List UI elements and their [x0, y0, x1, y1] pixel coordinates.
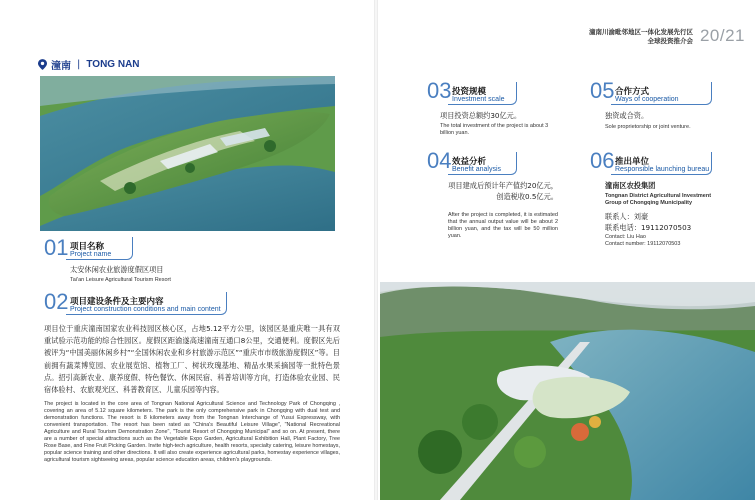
section-06-title-cn: 推出单位: [615, 157, 650, 167]
section-02-title-en: Project construction conditions and main content: [70, 306, 221, 313]
section-05-title-cn: 合作方式: [615, 87, 650, 97]
section-05-number: 05: [590, 78, 615, 103]
page-number: 20/21: [699, 26, 745, 45]
section-03-number: 03: [427, 78, 452, 103]
location-en: TONG NAN: [86, 59, 140, 70]
section-03-title-cn: 投资规模: [452, 87, 487, 97]
section-02-number: 02: [44, 289, 69, 314]
project-name-cn: 太安休闲农业旅游度假区项目: [70, 265, 164, 274]
section-04-title-en: Benefit analysis: [452, 166, 502, 173]
contact-person-cn: 联系人：刘豪: [605, 212, 649, 221]
location-cn: 潼南: [51, 61, 71, 72]
location-separator: |: [77, 59, 81, 70]
location-tag: [38, 57, 140, 72]
section-01-number: 01: [44, 235, 69, 260]
section-02-title-cn: 项目建设条件及主要内容: [70, 297, 164, 307]
section-06-title-en: Responsible launching bureau: [615, 166, 710, 173]
section-04-title-cn: 效益分析: [452, 157, 487, 167]
section-06-number: 06: [590, 148, 615, 173]
section-05-title-en: Ways of cooperation: [615, 96, 679, 103]
header-line1: 潼南川渝毗邻地区一体化发展先行区: [589, 28, 693, 36]
cooperation-value-en: Sole proprietorship or joint venture.: [605, 124, 691, 130]
section-01-title-en: Project name: [70, 251, 112, 258]
section-01-title-cn: 项目名称: [70, 242, 105, 252]
header-title: [589, 28, 693, 46]
construction-body-cn: 项目位于重庆潼南国家农业科技园区核心区，占地5.12平方公里，该园区是重庆唯一具有双重试验示范功能的综合性园区。度假区距渝遂高速潼南互通口8公里，交通便利。度假区先后被评为“中国美丽休闲乡村”“全国休闲农业和乡村旅游示范区”“重庆市市级旅游度假区”等。目前拥有蔬菜博览园、农业展览馆、植物工厂、树状玫瑰基地、精品水果采摘园等一批特色景点。招引高新农业、康养度假、特色餐饮、休闲民宿、科普培训等方向，打造体验农业园、民宿体验村、农旅观光区、科普教育区、儿童乐园等内容。: [44, 324, 340, 395]
cooperation-value-cn: 独资或合资。: [605, 111, 649, 120]
section-04-number: 04: [427, 148, 452, 173]
contact-phone-en: Contact number: 19112070503: [605, 241, 681, 247]
aerial-photo-resort: [380, 282, 755, 500]
location-pin-icon: [38, 59, 47, 70]
investment-value-cn: 项目投资总额约30亿元。: [440, 111, 522, 120]
page-gutter: [374, 0, 378, 500]
launching-org-cn: 潼南区农投集团: [605, 181, 656, 190]
benefit-value-cn: 项目建成后预计年产值约20亿元，创造税收0.5亿元。: [448, 181, 558, 201]
header-line2: 全球投资推介会: [647, 37, 693, 45]
construction-body-en: The project is located in the core area of Tongnan National Agricultural Science and Technology Park of Chongqing , covering an area of 5.12 square kilometers. The park is the only comprehensive park in Chongqing with dual test and demonstration functions. The resort is 8 kilometers away from the Tongnan Interchange of Yusui Expressway, with convenient transportation. The resort has been rated as "China's Beautiful Leisure Village", "National Recreational Agriculture and Rural Tourism Demonstration Zone", "Tourist Resort of Chongqing Municipal" and so on. At present, there are a number of special attractions such as the Vegetable Expo Garden, Agricultural Exhibition Hall, Plant Factory, Tree Rose Base, and Fine Fruit Picking Garden. Invite high-tech agriculture, health resorts, specialty catering, leisure homestays, popular science training and other directions. It will also create experience agricultural parks, homestay experience villages, agricultural tourism sightseeing areas, popular science education areas, children's playgrounds.: [44, 401, 340, 463]
project-name-en: Tai'an Leisure Agricultural Tourism Resort: [70, 277, 171, 283]
investment-value-en: The total investment of the project is about 3 billion yuan.: [440, 123, 549, 136]
aerial-photo-island: [40, 76, 335, 231]
contact-phone-cn: 联系电话：19112070503: [605, 223, 692, 232]
benefit-value-en: After the project is completed, it is estimated that the annual output value will be about 2 billion yuan, and the tax will be 50 million yuan.: [448, 212, 558, 239]
contact-person-en: Contact: Liu Hao: [605, 234, 646, 240]
launching-org-en: Tongnan District Agricultural Investment Group of Chongqing Municipality: [605, 193, 712, 206]
section-03-title-en: Investment scale: [452, 96, 505, 103]
